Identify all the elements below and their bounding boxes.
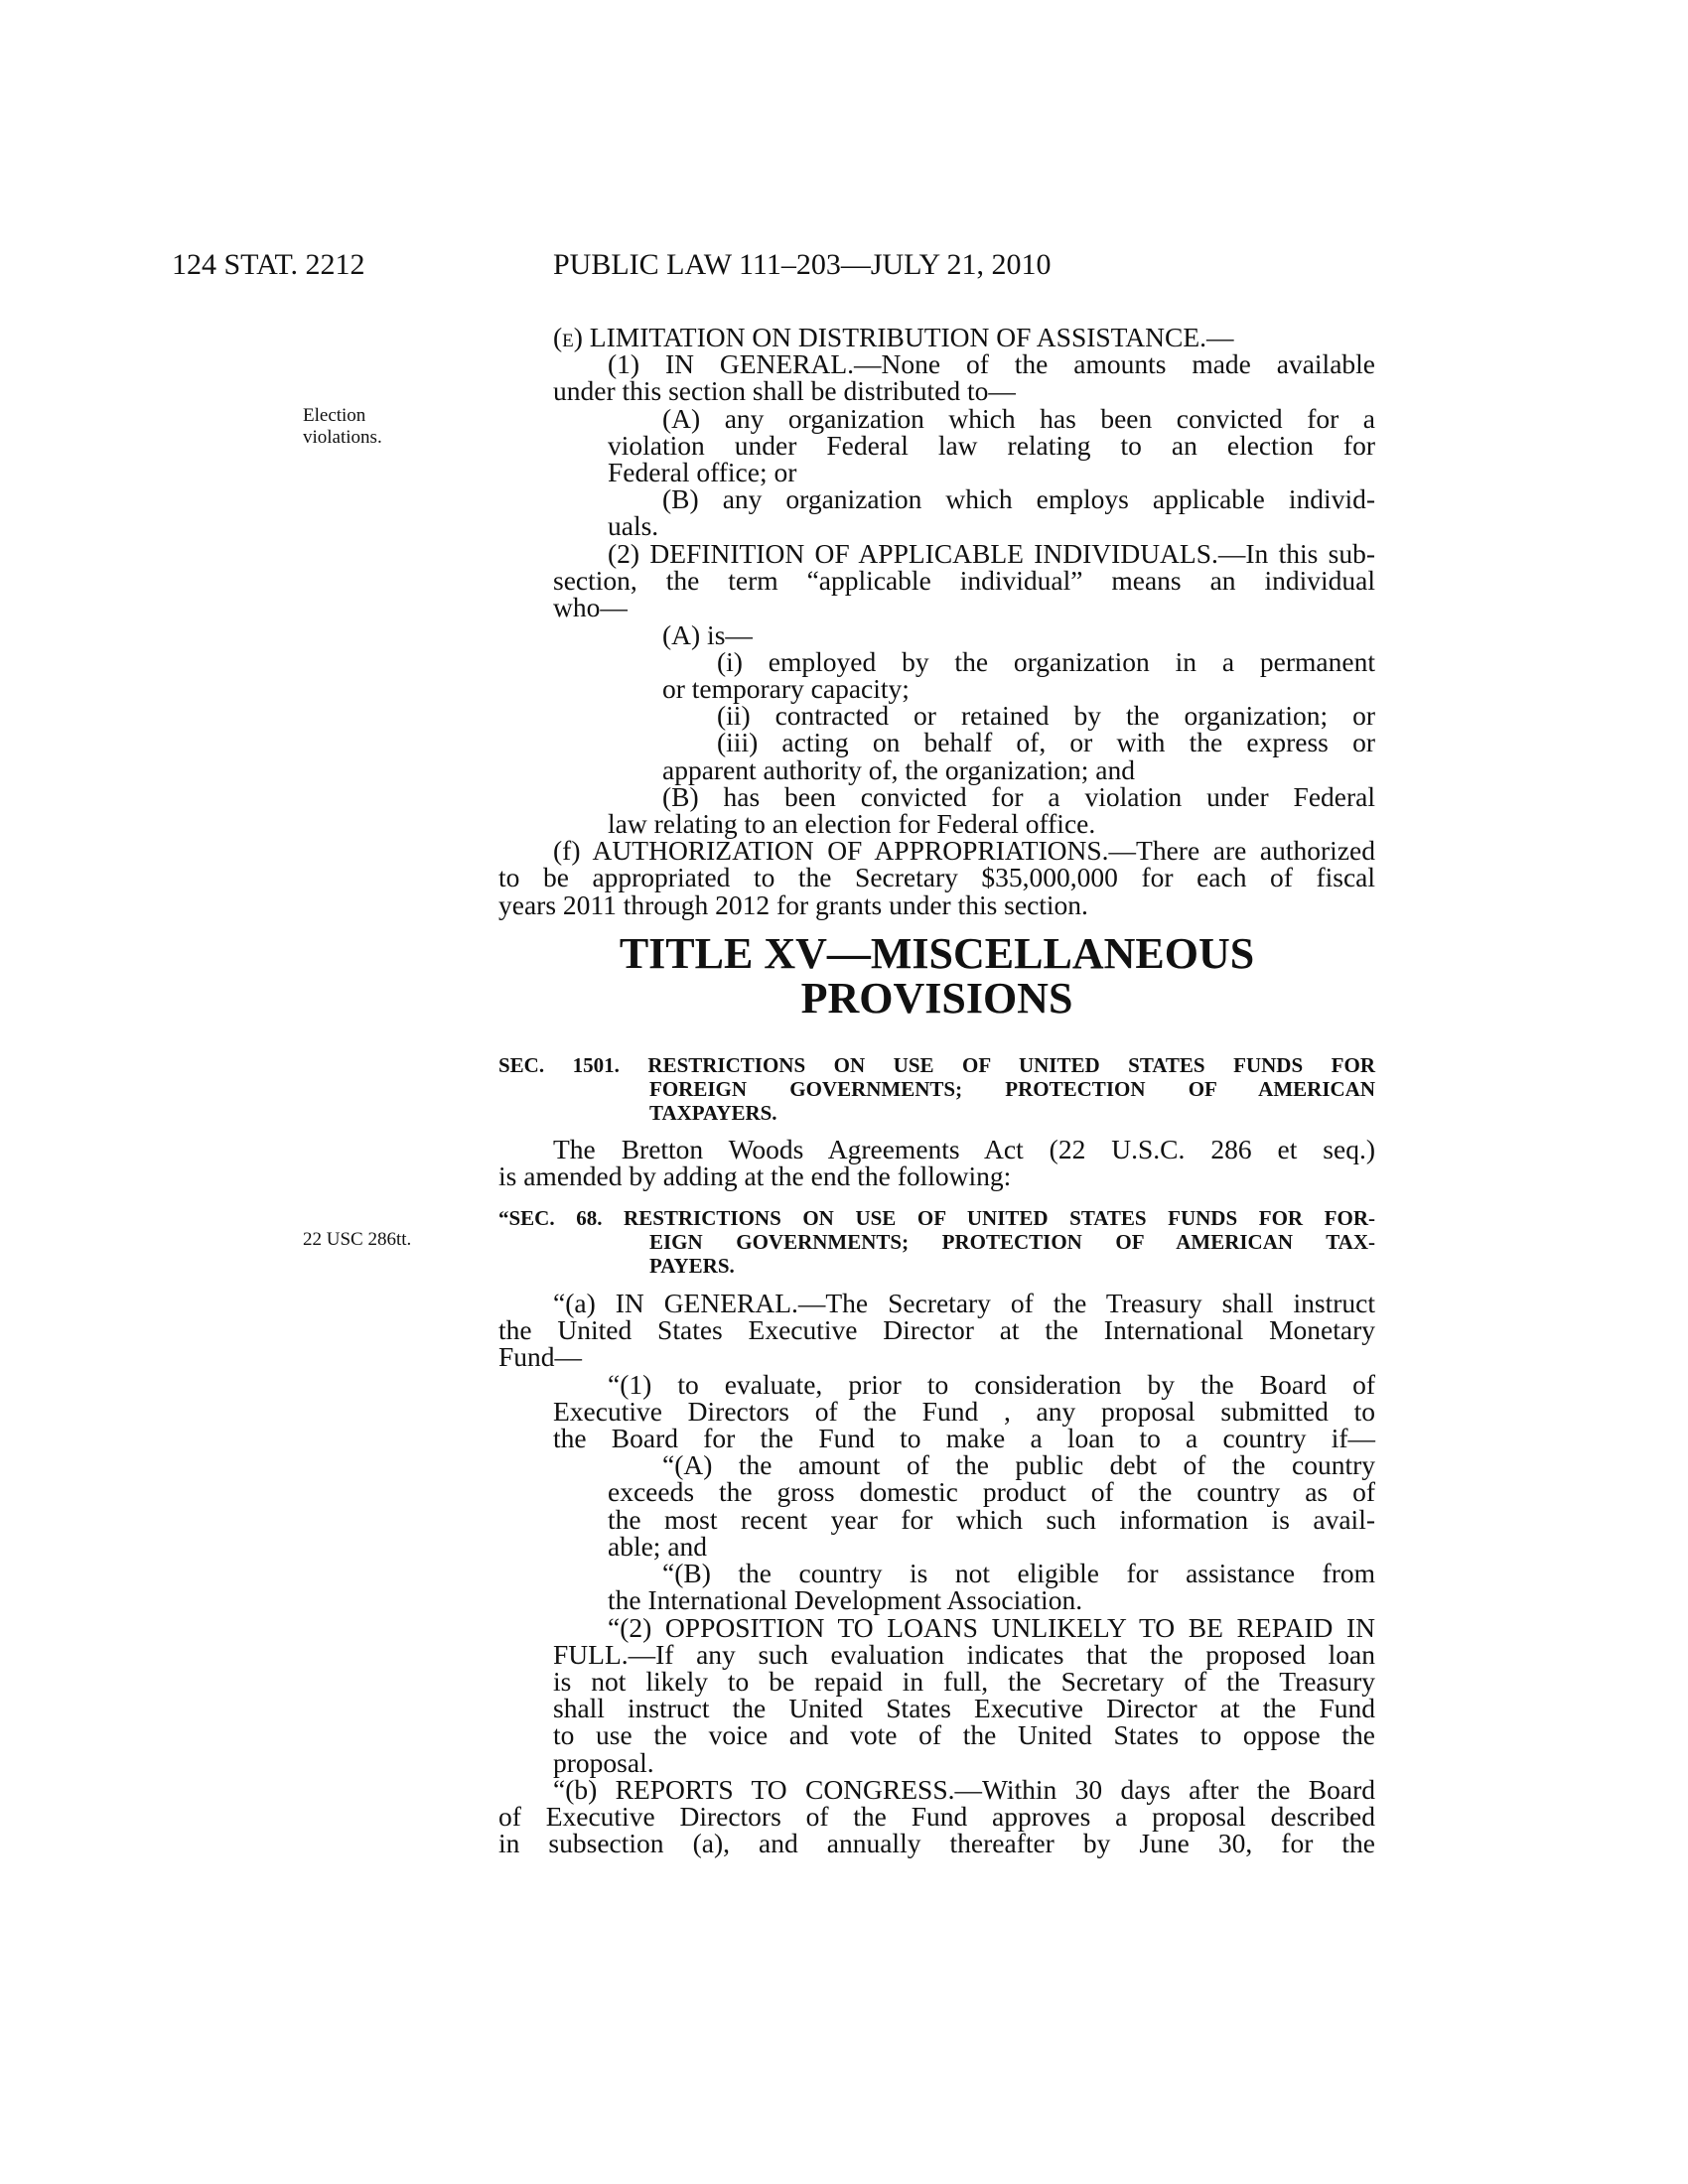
- paragraph-line: section, the term “applicable individual” means an individual: [553, 565, 1375, 596]
- margin-note-line: violations.: [303, 427, 382, 448]
- paragraph-line: (B) any organization which employs applicable individ-: [662, 483, 1375, 514]
- margin-note-line: Election: [303, 405, 366, 426]
- paragraph-line: the Board for the Fund to make a loan to a country if—: [553, 1423, 1375, 1453]
- paragraph-line: the most recent year for which such information is avail-: [608, 1504, 1375, 1535]
- paragraph-line: violation under Federal law relating to an election for: [608, 430, 1375, 461]
- paragraph-line: “(A) the amount of the public debt of the country: [662, 1449, 1375, 1480]
- paragraph-line: (A) any organization which has been convicted for a: [662, 403, 1375, 434]
- paragraph-line: in subsection (a), and annually thereafter by June 30, for the: [498, 1828, 1375, 1858]
- paragraph-line: “(B) the country is not eligible for assistance from: [662, 1558, 1375, 1588]
- paragraph-line: (B) has been convicted for a violation under Federal: [662, 781, 1375, 812]
- paragraph-line: Fund—: [498, 1341, 583, 1372]
- paragraph-line: law relating to an election for Federal office.: [608, 808, 1096, 839]
- paragraph-line: shall instruct the United States Executive Director at the Fund: [553, 1693, 1375, 1723]
- paragraph-line: under this section shall be distributed to—: [553, 375, 1016, 406]
- paragraph-line: (iii) acting on behalf of, or with the express or: [717, 727, 1375, 757]
- paragraph-line: apparent authority of, the organization; and: [662, 754, 1135, 785]
- paragraph-line: who—: [553, 592, 628, 622]
- paragraph-line: proposal.: [553, 1747, 654, 1778]
- paragraph-line: able; and: [608, 1531, 708, 1562]
- paragraph-line: Executive Directors of the Fund , any proposal submitted to: [553, 1396, 1375, 1427]
- section-heading: “SEC. 68. RESTRICTIONS ON USE OF UNITED STATES FUNDS FOR FOR-: [498, 1206, 1375, 1230]
- paragraph-line: is amended by adding at the end the following:: [498, 1160, 1012, 1191]
- paragraph-line: “(b) REPORTS TO CONGRESS.—Within 30 days after the Board: [553, 1774, 1375, 1805]
- title-heading: TITLE XV—MISCELLANEOUS: [619, 929, 1255, 978]
- subsection-e-heading: (e) LIMITATION ON DISTRIBUTION OF ASSISTANCE.—: [553, 322, 1234, 352]
- paragraph-line: “(a) IN GENERAL.—The Secretary of the Treasury shall instruct: [553, 1288, 1375, 1318]
- margin-note-usc: 22 USC 286tt.: [303, 1229, 412, 1250]
- paragraph-line: is not likely to be repaid in full, the Secretary of the Treasury: [553, 1666, 1375, 1697]
- title-heading-line2: PROVISIONS: [800, 974, 1073, 1023]
- paragraph-line: (ii) contracted or retained by the organization; or: [717, 700, 1375, 731]
- paragraph-line: The Bretton Woods Agreements Act (22 U.S.C. 286 et seq.): [553, 1134, 1375, 1164]
- section-heading: SEC. 1501. RESTRICTIONS ON USE OF UNITED STATES FUNDS FOR: [498, 1053, 1375, 1077]
- paragraph-line: (2) DEFINITION OF APPLICABLE INDIVIDUALS.—In this sub-: [608, 538, 1375, 569]
- paragraph-line: (1) IN GENERAL.—None of the amounts made available: [608, 348, 1375, 379]
- page-stat-number: 124 STAT. 2212: [172, 248, 365, 281]
- paragraph-line: the United States Executive Director at the International Monetary: [498, 1314, 1375, 1345]
- paragraph-line: years 2011 through 2012 for grants under this section.: [498, 889, 1088, 920]
- paragraph-line: to be appropriated to the Secretary $35,000,000 for each of fiscal: [498, 862, 1375, 892]
- paragraph-line: Federal office; or: [608, 457, 797, 487]
- paragraph-line: (A) is—: [662, 619, 753, 650]
- paragraph-line: (i) employed by the organization in a permanent: [717, 646, 1375, 677]
- section-heading: FOREIGN GOVERNMENTS; PROTECTION OF AMERICAN: [649, 1077, 1375, 1101]
- running-header: PUBLIC LAW 111–203—JULY 21, 2010: [553, 248, 1052, 281]
- paragraph-line: of Executive Directors of the Fund approves a proposal described: [498, 1801, 1375, 1832]
- paragraph-line: or temporary capacity;: [662, 673, 910, 704]
- paragraph-line: (f) AUTHORIZATION OF APPROPRIATIONS.—There are authorized: [553, 835, 1375, 866]
- paragraph-line: the International Development Association.: [608, 1584, 1083, 1615]
- section-heading: TAXPAYERS.: [649, 1101, 777, 1125]
- paragraph-line: uals.: [608, 510, 659, 541]
- paragraph-line: FULL.—If any such evaluation indicates that the proposed loan: [553, 1639, 1375, 1670]
- section-heading: EIGN GOVERNMENTS; PROTECTION OF AMERICAN TAX-: [649, 1230, 1375, 1254]
- paragraph-line: exceeds the gross domestic product of the country as of: [608, 1476, 1375, 1507]
- margin-note-election: [303, 405, 382, 449]
- paragraph-line: “(1) to evaluate, prior to consideration by the Board of: [608, 1369, 1375, 1400]
- paragraph-line: to use the voice and vote of the United States to oppose the: [553, 1719, 1375, 1750]
- paragraph-line: “(2) OPPOSITION TO LOANS UNLIKELY TO BE REPAID IN: [608, 1612, 1375, 1643]
- section-heading: PAYERS.: [649, 1254, 735, 1278]
